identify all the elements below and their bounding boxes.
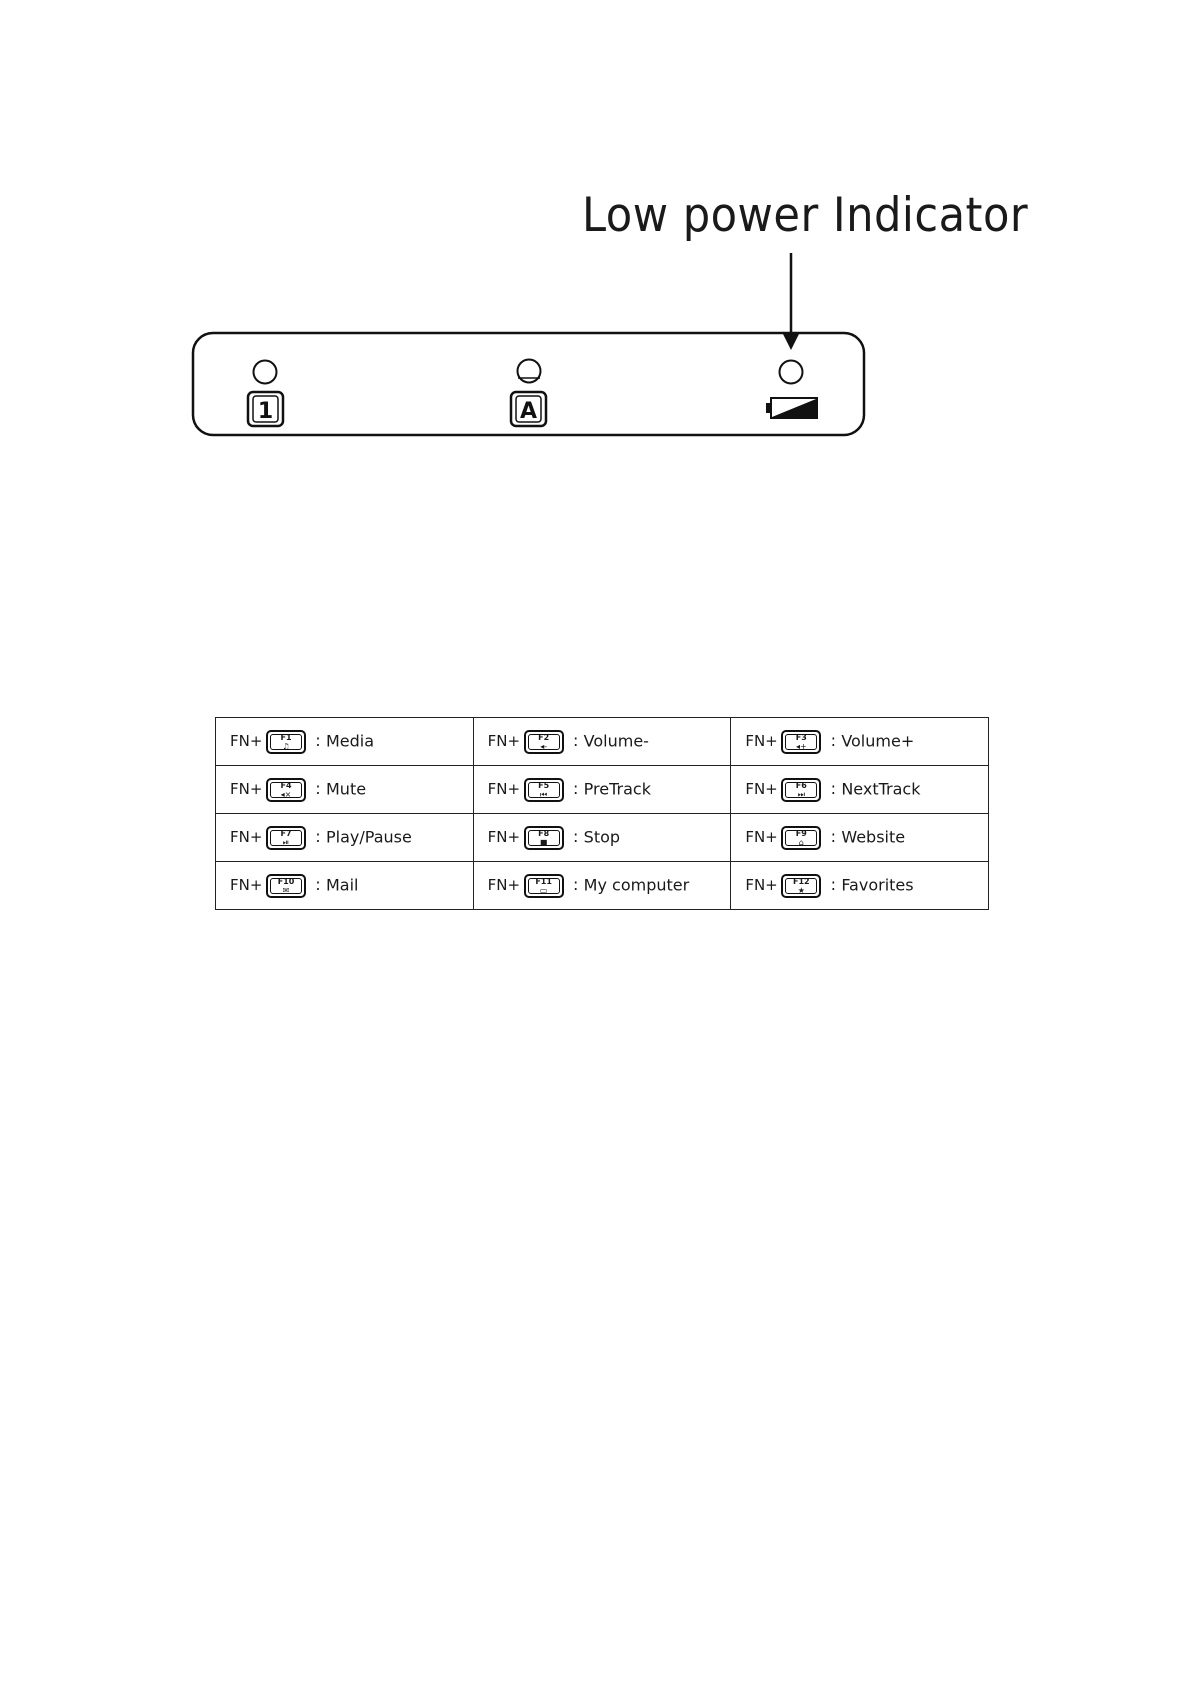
fn-prefix-label: FN+ xyxy=(745,780,778,798)
fn-action-label: My computer xyxy=(583,875,690,894)
fn-table-cell xyxy=(216,718,474,766)
separator-colon: : xyxy=(830,731,836,750)
fn-prefix-label: FN+ xyxy=(745,876,778,894)
fn-table-cell xyxy=(731,766,989,814)
fn-table-cell xyxy=(731,718,989,766)
fn-action-label: Stop xyxy=(583,827,621,846)
number-lock-led xyxy=(254,361,277,384)
fn-table-cell xyxy=(473,814,731,862)
fn-prefix-label: FN+ xyxy=(230,828,263,846)
function-key-name: F9 xyxy=(795,828,807,838)
low-power-indicator-title: Low power Indicator xyxy=(582,188,1029,243)
mute-icon: ◂× xyxy=(280,789,292,799)
function-key-name: F12 xyxy=(793,876,810,886)
fn-action-label: Website xyxy=(841,827,906,846)
volume-down-icon: ◂- xyxy=(540,741,548,751)
separator-colon: : xyxy=(572,875,579,894)
function-key-name: F4 xyxy=(280,780,292,790)
fn-table-cell xyxy=(731,814,989,862)
separator-colon: : xyxy=(830,875,836,894)
fn-table-cell xyxy=(216,766,474,814)
function-key-name: F8 xyxy=(538,828,550,838)
fn-prefix-label: FN+ xyxy=(487,732,521,750)
number-lock-label: 1 xyxy=(257,399,274,424)
separator-colon: : xyxy=(315,731,321,750)
fn-table-row xyxy=(216,718,989,766)
fn-table-row xyxy=(216,766,989,814)
volume-up-icon: ◂+ xyxy=(795,741,807,751)
fn-table-row xyxy=(216,814,989,862)
fn-prefix-label: FN+ xyxy=(745,828,778,846)
separator-colon: : xyxy=(315,779,321,798)
separator-colon: : xyxy=(572,731,579,750)
fn-table-cell xyxy=(731,862,989,910)
function-key-name: F3 xyxy=(795,732,807,742)
fn-table-row xyxy=(216,862,989,910)
separator-colon: : xyxy=(572,827,579,846)
battery-low-icon xyxy=(766,398,817,418)
function-key-f9-icon xyxy=(781,826,821,850)
caps-lock-led xyxy=(518,360,541,383)
fn-action-label: Volume- xyxy=(583,731,649,750)
fn-shortcut-table xyxy=(215,717,989,910)
fn-action-label: NextTrack xyxy=(841,779,921,798)
stop-icon: ■ xyxy=(539,837,548,847)
fn-prefix-label: FN+ xyxy=(487,876,521,894)
function-key-f7-icon xyxy=(266,826,306,850)
fn-action-label: Volume+ xyxy=(841,731,915,750)
play-pause-icon: ⏯ xyxy=(282,837,290,847)
function-key-f3-icon xyxy=(781,730,821,754)
separator-colon: : xyxy=(830,779,836,798)
fn-prefix-label: FN+ xyxy=(230,732,263,750)
function-key-f4-icon xyxy=(266,778,306,802)
fn-prefix-label: FN+ xyxy=(230,876,263,894)
function-key-f1-icon xyxy=(266,730,306,754)
fn-table-cell xyxy=(216,862,474,910)
fn-table-cell xyxy=(473,862,731,910)
fn-action-label: Favorites xyxy=(841,875,914,894)
function-key-name: F5 xyxy=(538,780,550,790)
fn-prefix-label: FN+ xyxy=(487,828,521,846)
fn-action-label: Media xyxy=(326,731,375,750)
mail-icon: ✉ xyxy=(282,885,290,895)
function-key-f12-icon xyxy=(781,874,821,898)
fn-action-label: Mail xyxy=(326,875,359,894)
function-key-name: F7 xyxy=(280,828,292,838)
function-key-name: F10 xyxy=(277,876,295,886)
caps-lock-key-icon xyxy=(511,392,546,426)
function-key-f5-icon xyxy=(524,778,564,802)
fn-table-cell xyxy=(473,718,731,766)
indicator-panel-diagram xyxy=(0,0,1190,480)
fn-action-label: Play/Pause xyxy=(326,827,412,846)
separator-colon: : xyxy=(315,875,321,894)
function-key-name: F1 xyxy=(280,732,292,742)
function-key-f10-icon xyxy=(266,874,306,898)
function-key-name: F2 xyxy=(538,732,550,742)
separator-colon: : xyxy=(315,827,321,846)
next-track-icon: ⏭ xyxy=(797,789,805,799)
fn-prefix-label: FN+ xyxy=(745,732,778,750)
function-key-f11-icon xyxy=(524,874,564,898)
fn-prefix-label: FN+ xyxy=(230,780,263,798)
function-key-name: F6 xyxy=(795,780,807,790)
fn-table-cell xyxy=(216,814,474,862)
fn-action-label: PreTrack xyxy=(583,779,651,798)
function-key-f2-icon xyxy=(524,730,564,754)
fn-prefix-label: FN+ xyxy=(487,780,521,798)
previous-track-icon: ⏮ xyxy=(540,789,548,799)
caps-lock-label: A xyxy=(519,399,538,424)
computer-icon: ▭ xyxy=(539,885,548,895)
number-lock-key-icon xyxy=(248,392,283,426)
function-key-name: F11 xyxy=(535,876,552,886)
fn-table-cell xyxy=(473,766,731,814)
function-key-f6-icon xyxy=(781,778,821,802)
favorites-star-icon: ★ xyxy=(797,885,805,895)
indicator-arrow xyxy=(783,253,799,350)
separator-colon: : xyxy=(572,779,579,798)
music-note-icon: ♫ xyxy=(282,741,290,751)
home-icon: ⌂ xyxy=(798,837,804,847)
function-key-f8-icon xyxy=(524,826,564,850)
low-power-led xyxy=(780,361,803,384)
separator-colon: : xyxy=(830,827,836,846)
fn-action-label: Mute xyxy=(326,779,367,798)
